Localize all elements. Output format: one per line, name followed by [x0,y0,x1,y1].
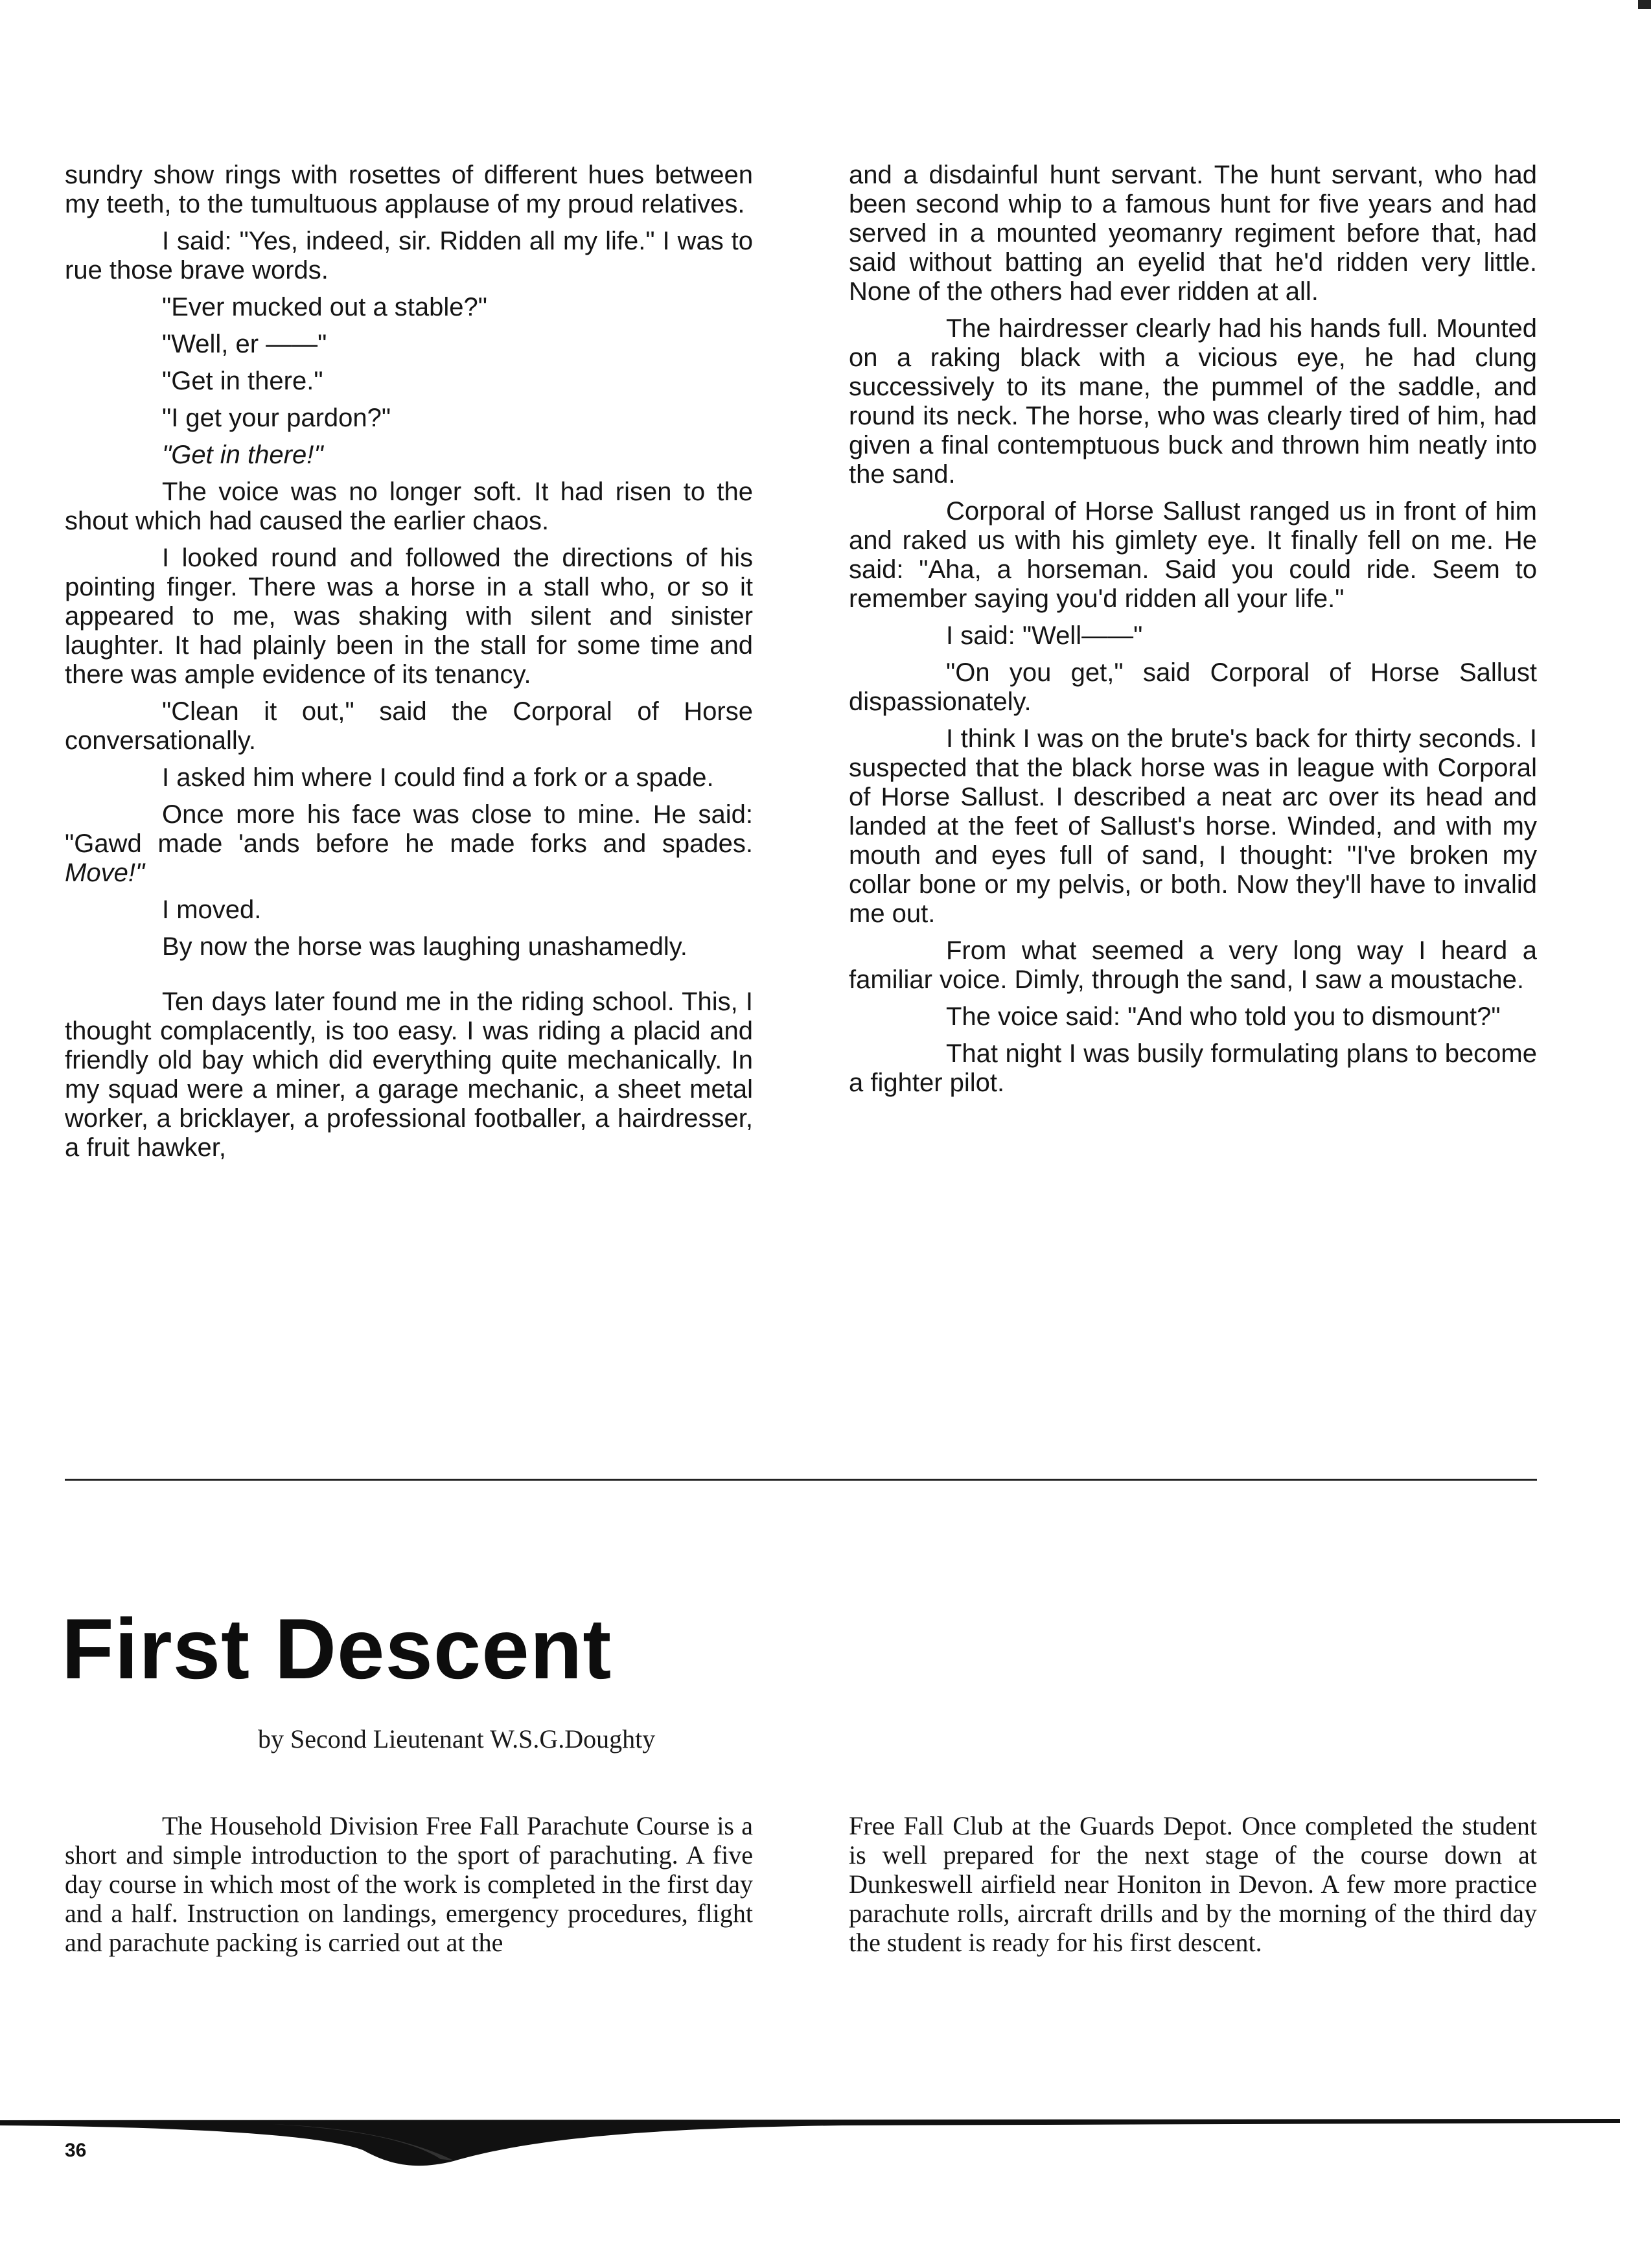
story-paragraph [65,441,753,470]
story-paragraph [849,161,1537,307]
story-right-column [849,161,1537,1105]
section-divider [65,1479,1537,1481]
story-paragraph [65,293,753,322]
paragraph-text: I asked him where I could find a fork or a spade. [162,763,714,792]
paragraph-text: By now the horse was laughing unashamedly. [162,932,687,961]
story-paragraph [65,697,753,756]
story-paragraph [849,1039,1537,1098]
paragraph-text: and a disdainful hunt servant. The hunt servant, who had been second whip to a famous hunt for five years and had served in a mounted yeomanry regiment before that, had said without batting an eyelid that he'd ridden very little. None of the others had ever ridden at all. [849,161,1537,306]
scan-edge-shape [0,2119,1620,2166]
scan-edge-shadow [0,2074,1651,2268]
paragraph-text: I said: "Well——" [946,621,1143,650]
article-left-column [65,1811,753,1957]
paragraph-text: From what seemed a very long way I heard a familiar voice. Dimly, through the sand, I saw a moustache. [849,936,1537,994]
paragraph-text: The hairdresser clearly had his hands full. Mounted on a raking black with a vicious eye, he had clung successively to its mane, the pummel of the saddle, and round its neck. The horse, who was clearly tired of him, had given a final contemptuous buck and thrown him neatly into the sand. [849,314,1537,489]
story-paragraph [65,896,753,925]
paragraph-text: sundry show rings with rosettes of different hues between my teeth, to the tumultuous applause of my proud relatives. [65,161,753,218]
paragraph-emphasis: Move!" [65,859,145,887]
story-paragraph [65,161,753,219]
story-paragraph [65,404,753,433]
paragraph-text: The voice said: "And who told you to dismount?" [946,1002,1501,1031]
article-paragraph: Free Fall Club at the Guards Depot. Once completed the student is well prepared for the next stage of the course down at Dunkeswell airfield near Honiton in Devon. A few more practice parachute rolls, aircraft drills and by the morning of the third day the student is ready for his first descent. [849,1811,1537,1957]
article-byline: by Second Lieutenant W.S.G.Doughty [258,1724,656,1753]
article-right-column [849,1811,1537,1957]
page-number: 36 [65,2140,87,2161]
paragraph-text: "Well, er ——" [162,330,327,358]
paragraph-text: I said: "Yes, indeed, sir. Ridden all my life." I was to rue those brave words. [65,227,753,284]
paragraph-text: The voice was no longer soft. It had risen to the shout which had caused the earlier chaos. [65,478,753,535]
story-paragraph [849,497,1537,614]
story-paragraph [849,621,1537,651]
paragraph-text: "Clean it out," said the Corporal of Horse conversationally. [65,697,753,755]
scan-corner-mark [1638,0,1651,9]
story-paragraph [849,314,1537,489]
story-paragraph [65,478,753,536]
paragraph-text: "On you get," said Corporal of Horse Sallust dispassionately. [849,658,1537,716]
story-paragraph [849,724,1537,929]
paragraph-text: Corporal of Horse Sallust ranged us in front of him and raked us with his gimlety eye. It finally fell on me. He said: "Aha, a horseman. Said you could ride. Seem to remember saying you'd ridden all your life." [849,497,1537,613]
story-paragraph [65,763,753,793]
paragraph-text: Ten days later found me in the riding school. This, I thought complacently, is too easy. I was riding a placid and friendly old bay which did everything quite mechanically. In my squad were a miner, a garage mechanic, a sheet metal worker, a bricklayer, a professional footballer, a hairdresser, a fruit hawker, [65,988,753,1162]
paragraph-text: "Ever mucked out a stable?" [162,293,487,321]
story-paragraph [65,227,753,285]
paragraph-text: I think I was on the brute's back for thirty seconds. I suspected that the black horse was in league with Corporal of Horse Sallust. I described a neat arc over its head and landed at the feet of Sallust's horse. Winded, and with my mouth and eyes full of sand, I thought: "I've broken my collar bone or my pelvis, or both. Now they'll have to invalid me out. [849,724,1537,928]
story-paragraph [65,932,753,962]
paragraph-text: "I get your pardon?" [162,404,391,432]
story-left-column [65,161,753,1170]
story-paragraph [65,367,753,396]
story-paragraph [65,544,753,689]
story-paragraph [849,658,1537,717]
story-paragraph [849,936,1537,995]
paragraph-text: Once more his face was close to mine. He said: "Gawd made 'ands before he made forks and spades. [65,800,753,858]
story-paragraph [65,800,753,888]
article-title: First Descent [62,1601,612,1696]
paragraph-text: "Get in there." [162,367,323,395]
paragraph-text: "Get in there!" [162,441,323,469]
story-paragraph [849,1002,1537,1032]
story-paragraph [65,330,753,359]
story-paragraph [65,988,753,1163]
paragraph-text: That night I was busily formulating plans to become a fighter pilot. [849,1039,1537,1097]
article-paragraph: The Household Division Free Fall Parachute Course is a short and simple introduction to the sport of parachuting. A five day course in which most of the work is completed in the first day and a half. Instruction on landings, emergency procedures, flight and parachute packing is carried out at the [65,1811,753,1957]
paragraph-text: I looked round and followed the directions of his pointing finger. There was a horse in a stall who, or so it appeared to me, was shaking with silent and sinister laughter. It had plainly been in the stall for some time and there was ample evidence of its tenancy. [65,544,753,689]
paragraph-text: I moved. [162,896,262,924]
